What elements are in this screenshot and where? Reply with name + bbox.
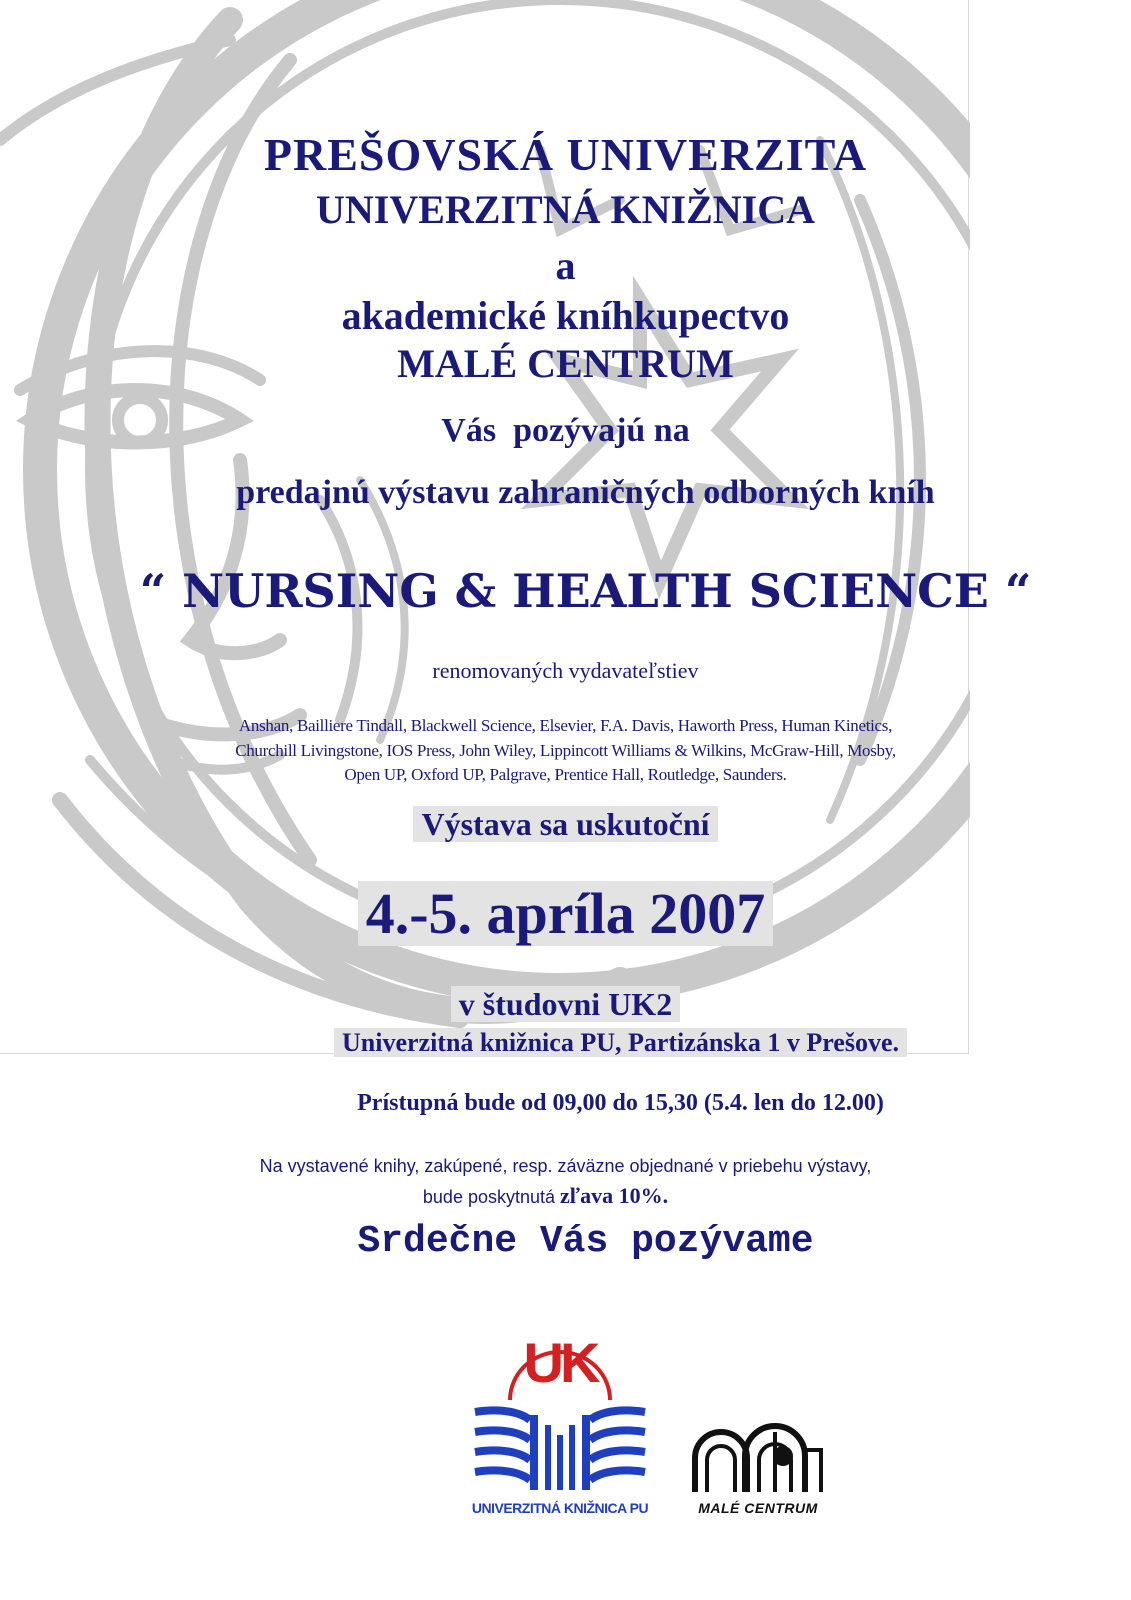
conjunction-text: a [555, 243, 576, 288]
event-place [0, 986, 1131, 1023]
event-address [0, 1028, 1131, 1058]
bookshop-name: MALÉ CENTRUM [397, 341, 734, 386]
event-address-text: Univerzitná knižnica PU, Partizánska 1 v Prešove. [334, 1028, 907, 1057]
event-place-text: v študovni UK2 [451, 986, 680, 1022]
invite-line: Vás pozývajú na [441, 412, 690, 449]
uk-library-logo [470, 1320, 650, 1530]
publishers-list-line3: Open UP, Oxford UP, Palgrave, Prentice Hall, Routledge, Saunders. [344, 765, 787, 784]
event-intro [0, 806, 1131, 843]
publishers-list-line1: Anshan, Bailliere Tindall, Blackwell Science, Elsevier, F.A. Davis, Haworth Press, Human Kinetics, [238, 716, 893, 735]
uk-logo-letters: UK [523, 1331, 597, 1394]
mc-logo-caption: MALÉ CENTRUM [698, 1500, 818, 1516]
closing-greeting: Srdečne Vás pozývame [357, 1220, 814, 1263]
publishers-intro: renomovaných vydavateľstiev [432, 658, 699, 683]
bookshop-type: akademické kníhkupectvo [341, 293, 790, 338]
discount-value: zľava 10%. [560, 1183, 669, 1208]
event-date-text: 4.-5. apríla 2007 [358, 881, 774, 946]
uk-logo-caption: UNIVERZITNÁ KNIŽNICA PU [471, 1500, 649, 1516]
discount-note-line2 [0, 1183, 1131, 1209]
publishers-list-line2: Churchill Livingstone, IOS Press, John Wiley, Lippincott Williams & Wilkins, McGraw-Hill, Mosby, [235, 741, 896, 760]
library-name: UNIVERZITNÁ KNIŽNICA [316, 187, 815, 232]
exhibition-description: predajnú výstavu zahraničných odborných kníh [236, 474, 935, 511]
male-centrum-logo [683, 1420, 833, 1530]
university-name: PREŠOVSKÁ UNIVERZITA [263, 129, 868, 180]
discount-prefix: bude poskytnutá [422, 1187, 561, 1207]
opening-hours: Prístupná bude od 09,00 do 15,30 (5.4. len do 12.00) [357, 1090, 884, 1116]
event-date [0, 880, 1131, 947]
discount-note-line1: Na vystavené knihy, zakúpené, resp. záväzne objednané v priebehu výstavy, [259, 1156, 872, 1176]
exhibition-title: “ NURSING & HEALTH SCIENCE “ [139, 564, 1032, 618]
event-intro-text: Výstava sa uskutoční [413, 806, 717, 842]
mc-arches-icon [683, 1420, 833, 1495]
